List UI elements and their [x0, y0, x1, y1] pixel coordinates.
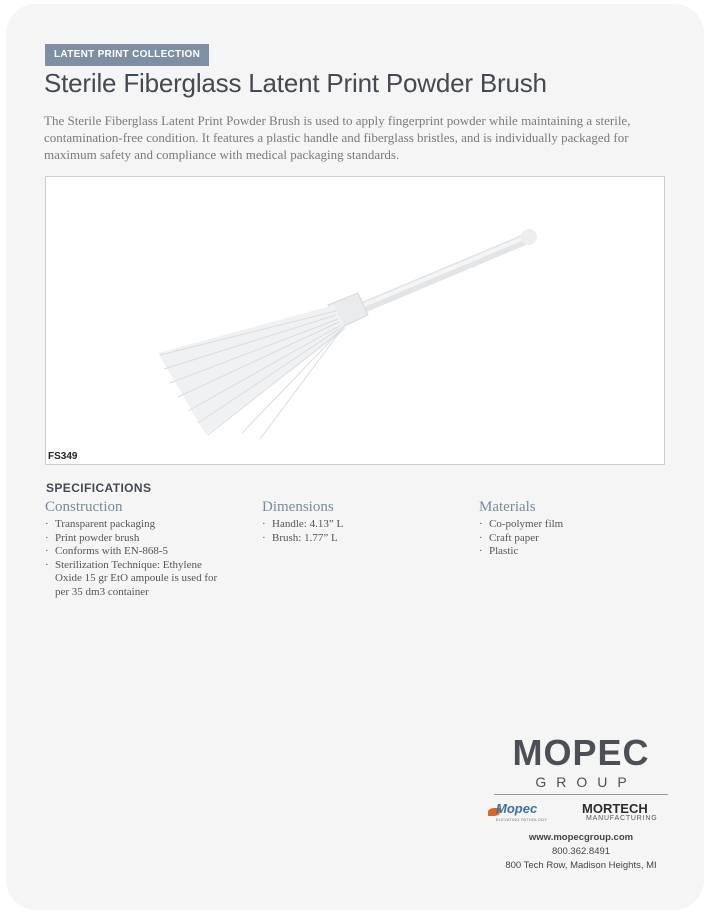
list-item: · Plastic [479, 545, 679, 559]
spec-sheet [6, 4, 704, 910]
mortech-logo: MORTECH [582, 801, 648, 816]
list-item: · Handle: 4.13” L [262, 518, 462, 532]
column-title: Construction [45, 499, 123, 515]
column-title: Materials [479, 499, 536, 515]
group-wordmark: GROUP [535, 774, 637, 790]
brush-illustration [46, 177, 666, 466]
product-description: The Sterile Fiberglass Latent Print Powder Brush is used to apply fingerprint powder while maintaining a sterile, contamination-free condition. It features a plastic handle and fiberglass bristles, and is individually packaged for maximum safety and compliance with medical packaging standards. [44, 113, 631, 162]
brand-block [486, 734, 676, 873]
page-title: Sterile Fiberglass Latent Print Powder Brush [44, 68, 547, 98]
list-item: · Brush: 1.77” L [262, 532, 462, 546]
contact-info [486, 831, 676, 873]
list-item: · Co-polymer film [479, 518, 679, 532]
website-link[interactable]: www.mopecgroup.com [528, 832, 634, 843]
mortech-tagline: MANUFACTURING [586, 815, 658, 822]
list-item: · Transparent packaging [45, 518, 245, 532]
phone-number: 800.362.8491 [551, 846, 611, 857]
list-item: · Sterilization Technique: Ethylene Oxide 15 gr EtO ampoule is used for per 35 dm3 container [45, 559, 225, 600]
mopec-tagline: ELEVATING PATHOLOGY [496, 817, 548, 822]
spec-column-construction [45, 499, 245, 599]
address: 800 Tech Row, Madison Heights, MI [505, 860, 657, 871]
mopec-logo: MOPEC [512, 732, 650, 773]
divider [494, 794, 668, 795]
list-item: · Conforms with EN-868-5 [45, 545, 245, 559]
specifications-heading: SPECIFICATIONS [46, 481, 152, 495]
list-item: · Print powder brush [45, 532, 245, 546]
list-item: · Craft paper [479, 532, 679, 546]
product-photo [45, 176, 665, 465]
sub-brand-logos [486, 801, 676, 831]
spec-column-materials [479, 499, 679, 559]
mopec-sub-logo: Mopec [496, 801, 538, 816]
product-sku: FS349 [48, 451, 78, 462]
column-title: Dimensions [262, 499, 334, 515]
spec-column-dimensions [262, 499, 462, 545]
collection-badge: LATENT PRINT COLLECTION [45, 44, 209, 66]
